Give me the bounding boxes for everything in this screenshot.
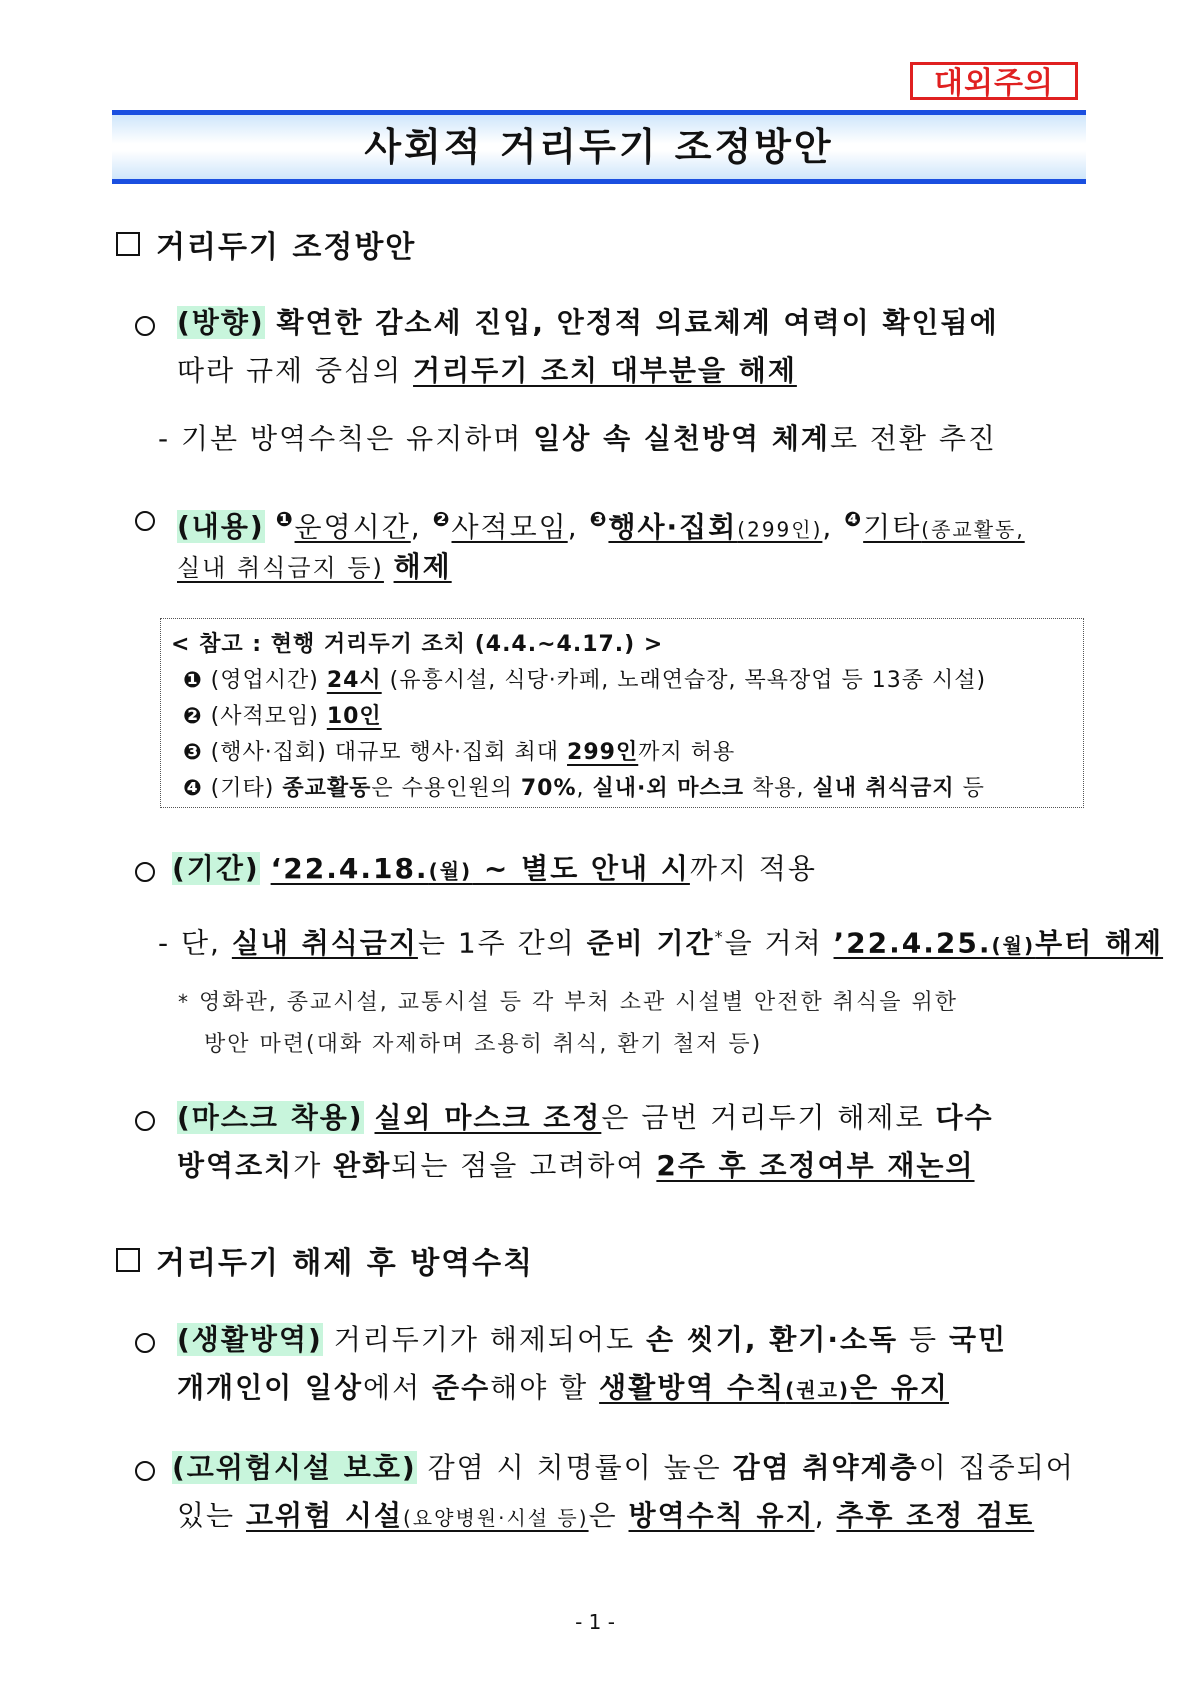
reference-row-label: (영업시간) [202, 668, 327, 693]
checkbox-square-icon [116, 1248, 140, 1272]
item1-sub [158, 422, 997, 456]
s2-item1-emphasis: 개개인이 일상 [177, 1371, 364, 1404]
item3-line1 [172, 852, 817, 888]
item3-sub-emphasis: 실내 취식금지 [231, 926, 418, 960]
item1-line1 [177, 306, 999, 340]
item3-sub-weekday: (월) [991, 933, 1036, 958]
reference-header: < 참고 : 현행 거리두기 조치 (4.4.~4.17.) > [171, 632, 664, 657]
checkbox-square-icon [116, 232, 140, 256]
item2-tag: (내용) [177, 510, 265, 544]
num-2-icon: ❷ [183, 704, 203, 729]
item2-line2-text: 실내 취식금지 등) [177, 554, 384, 582]
reference-row-detail: (유흥시설, 식당·카페, 노래연습장, 목욕장업 등 13종 시설) [381, 668, 987, 693]
s2-item2-emphasis: 감염 취약계층 [732, 1451, 919, 1484]
reference-row [183, 699, 382, 730]
item3-sub-date: ’22.4.25. [833, 926, 992, 960]
s2-item1-emphasis: 준수 [432, 1371, 491, 1404]
reference-row-label: (기타) [202, 776, 283, 801]
reference-row-value: 실내·외 마스크 [592, 776, 745, 801]
bullet-circle-icon [135, 1111, 155, 1131]
num-2-icon: ❷ [432, 507, 452, 531]
item3-sub-emphasis: 준비 기간 [586, 926, 715, 960]
reference-row-value: 299인 [567, 740, 639, 765]
num-4-icon: ❹ [844, 507, 864, 531]
item3-sub-text: 는 1주 간의 [417, 926, 587, 960]
comma: , [567, 510, 590, 544]
reference-row-value: 종교활동 [282, 776, 372, 801]
s2-item2-line2 [177, 1499, 1034, 1535]
num-3-icon: ❸ [183, 740, 203, 765]
s2-item1-tag: (생활방역) [177, 1323, 323, 1356]
item3-weekday: (월) [428, 859, 473, 883]
num-4-icon: ❹ [183, 776, 203, 801]
s2-item1-emphasis: 국민 [948, 1323, 1008, 1356]
bullet-circle-icon [135, 1461, 155, 1481]
item4-line2 [177, 1149, 975, 1183]
item3-sub-text: 단, [170, 926, 232, 960]
reference-row [183, 663, 986, 694]
reference-row [183, 735, 735, 766]
s2-item2-text: , [814, 1499, 837, 1532]
item1-sub-emphasis: 일상 속 실천방역 체계 [533, 422, 830, 455]
s2-item2-emphasis: 방역수칙 유지 [628, 1499, 815, 1532]
section2-heading [116, 1238, 534, 1282]
section1-heading-text: 거리두기 조정방안 [156, 230, 417, 265]
item1-line2 [177, 354, 797, 388]
item1-tag: (방향) [177, 306, 265, 339]
page-title: 사회적 거리두기 조정방안 [112, 110, 1086, 184]
section1-heading [116, 222, 416, 266]
item2-part4-small: (종교활동, [921, 517, 1025, 542]
reference-row-value: 10인 [326, 704, 382, 729]
s2-item1-line2 [177, 1371, 949, 1407]
reference-row-detail: , [576, 776, 593, 801]
item1-text: 확연한 감소세 진입, 안정적 의료체계 여력이 확인됨에 [264, 306, 999, 339]
reference-row-detail: 착용, [744, 776, 813, 801]
item4-text: 은 금번 거리두기 해제로 [601, 1101, 936, 1134]
dash-bullet: - [158, 926, 171, 960]
s2-item1-text: 에서 [363, 1371, 433, 1404]
item2-part3: 행사·집회 [608, 510, 738, 544]
s2-item2-emphasis: 고위험 시설 [246, 1499, 403, 1532]
item4-text: 가 [293, 1149, 334, 1182]
item3-sub-text: 을 거쳐 [724, 926, 834, 960]
reference-row-detail: 은 수용인원의 [371, 776, 521, 801]
s2-item1-emphasis: 은 유지 [850, 1371, 949, 1404]
item4-emphasis: 실외 마스크 조정 [374, 1101, 602, 1134]
item1-sub-tail: 로 전환 추진 [829, 422, 997, 455]
reference-row-label: (행사·집회) 대규모 행사·집회 최대 [202, 740, 568, 765]
reference-row [183, 771, 985, 802]
s2-item1-text: 해야 할 [490, 1371, 600, 1404]
s2-item1-text: 거리두기가 해제되어도 [322, 1323, 646, 1356]
s2-item1-small: (권고) [785, 1378, 851, 1402]
item3-tag: (기간) [172, 852, 260, 885]
item3-sub [158, 920, 1163, 962]
item2-part1: 운영시간 [294, 510, 411, 544]
item3-sub-emphasis: 부터 해제 [1035, 926, 1164, 960]
s2-item1-emphasis: 생활방역 수칙 [599, 1371, 786, 1404]
footnote-text: 영화관, 종교시설, 교통시설 등 각 부처 소관 시설별 안전한 취식을 위한 [190, 990, 958, 1015]
reference-row-detail: 등 [954, 776, 985, 801]
section2-heading-text: 거리두기 해제 후 방역수칙 [156, 1246, 535, 1281]
reference-row-detail: 까지 허용 [638, 740, 736, 765]
bullet-circle-icon [135, 862, 155, 882]
dash-bullet: - [158, 422, 171, 455]
item4-emphasis: 방역조치 [177, 1149, 294, 1182]
item1-line2-text: 따라 규제 중심의 [177, 354, 414, 387]
bullet-circle-icon [135, 316, 155, 336]
item4-emphasis: 완화 [333, 1149, 392, 1182]
item2-line2 [177, 550, 452, 585]
footnote-marker: * [714, 927, 725, 946]
page-number: - 1 - [575, 1610, 615, 1634]
item1-sub-text: 기본 방역수칙은 유지하며 [170, 422, 534, 455]
footnote-line2: 방안 마련(대화 자제하며 조용히 취식, 환기 철저 등) [204, 1032, 763, 1057]
num-1-icon: ❶ [183, 668, 203, 693]
item1-line2-emphasis: 거리두기 조치 대부분을 해제 [413, 354, 797, 387]
s2-item2-text: 이 집중되어 [918, 1451, 1075, 1484]
s2-item1-emphasis: 손 씻기, 환기·소독 [645, 1323, 899, 1356]
s2-item2-tag: (고위험시설 보호) [172, 1451, 417, 1484]
num-3-icon: ❸ [589, 507, 609, 531]
s2-item1-text: 등 [898, 1323, 949, 1356]
item4-tag: (마스크 착용) [177, 1101, 364, 1134]
comma: , [822, 510, 845, 544]
item2-part2: 사적모임 [451, 510, 568, 544]
s2-item2-text: 은 [588, 1499, 629, 1532]
s2-item2-text: 있는 [177, 1499, 246, 1532]
num-1-icon: ❶ [275, 507, 295, 531]
item3-range: ~ 별도 안내 시 [472, 852, 690, 885]
s2-item2-small: (요양병원·시설 등) [403, 1506, 589, 1530]
bullet-circle-icon [135, 511, 155, 531]
reference-box [160, 618, 1084, 808]
reference-row-value: 실내 취식금지 [812, 776, 955, 801]
item2-part3-small: (299인) [737, 517, 823, 542]
reference-row-label: (사적모임) [202, 704, 327, 729]
item3-date: ‘22.4.18. [270, 852, 429, 885]
reference-row-value: 70% [520, 776, 577, 801]
item2-line2-emphasis: 해제 [393, 550, 452, 583]
s2-item1-line1 [177, 1323, 1007, 1357]
item4-text: 되는 점을 고려하여 [391, 1149, 657, 1182]
item2-part4: 기타 [863, 510, 922, 544]
confidentiality-stamp: 대외주의 [910, 62, 1078, 100]
footnote-line1 [178, 985, 958, 1016]
s2-item2-emphasis: 추후 조정 검토 [836, 1499, 1035, 1532]
s2-item2-text: 감염 시 치명률이 높은 [416, 1451, 733, 1484]
reference-row-value: 24시 [326, 668, 382, 693]
item4-emphasis: 다수 [935, 1101, 994, 1134]
bullet-circle-icon [135, 1333, 155, 1353]
item3-tail: 까지 적용 [689, 852, 817, 885]
s2-item2-line1 [172, 1451, 1075, 1485]
item2-line1 [177, 502, 1025, 546]
footnote-marker: * [178, 990, 190, 1014]
comma: , [410, 510, 433, 544]
item4-line1 [177, 1101, 994, 1135]
item4-emphasis: 2주 후 조정여부 재논의 [656, 1149, 975, 1182]
